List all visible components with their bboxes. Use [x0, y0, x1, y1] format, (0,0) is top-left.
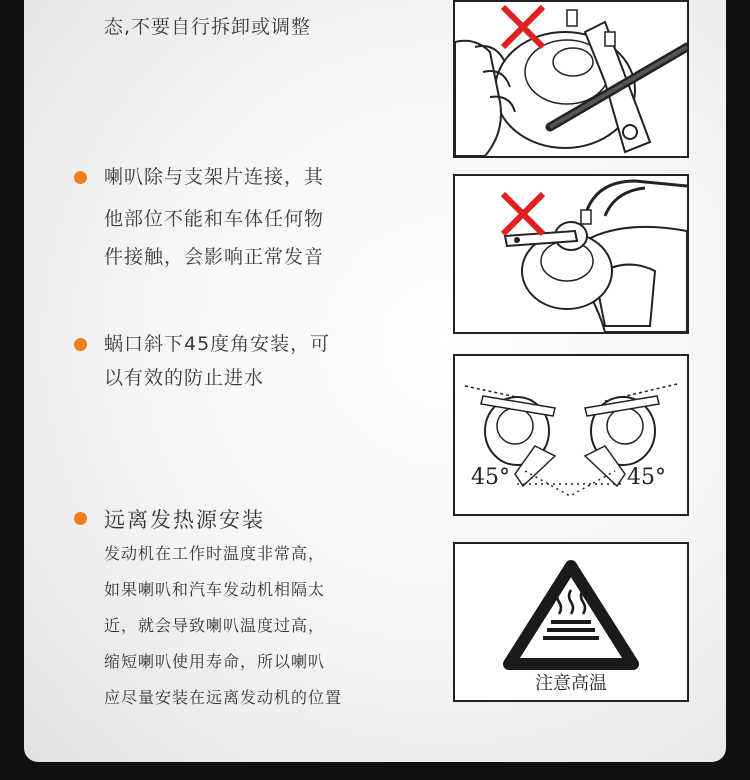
item-1-line-2: 他部位不能和车体任何物	[104, 208, 325, 230]
bullet-dot	[74, 512, 87, 525]
warning-label: 注意高温	[535, 673, 607, 694]
heat-line-3: 近，就会导致喇叭温度过高，	[104, 616, 326, 635]
heat-line-2: 如果喇叭和汽车发动机相隔太	[104, 580, 326, 599]
figure-high-temp-warning	[453, 542, 689, 702]
bullet-dot	[74, 171, 87, 184]
heat-line-4: 缩短喇叭使用寿命，所以喇叭	[104, 652, 326, 671]
figure-no-disassemble	[453, 0, 689, 158]
item-1-line-1: 喇叭除与支架片连接，其	[104, 166, 325, 188]
angle-right-label: 45°	[627, 465, 666, 490]
figure-45-degree	[453, 354, 689, 516]
figure-no-contact	[453, 174, 689, 334]
section-top-text: 态,不要自行拆卸或调整	[104, 16, 312, 38]
heat-line-1: 发动机在工作时温度非常高，	[104, 544, 326, 563]
angle-left-label: 45°	[471, 465, 510, 490]
item-1-line-3: 件接触，会影响正常发音	[104, 246, 325, 268]
item-2-line-1: 蜗口斜下45度角安装，可	[104, 333, 331, 355]
heat-line-5: 应尽量安装在远离发动机的位置	[104, 688, 343, 707]
item-2-line-2: 以有效的防止进水	[104, 367, 265, 389]
heat-heading: 远离发热源安装	[104, 508, 265, 532]
bullet-dot	[74, 338, 87, 351]
